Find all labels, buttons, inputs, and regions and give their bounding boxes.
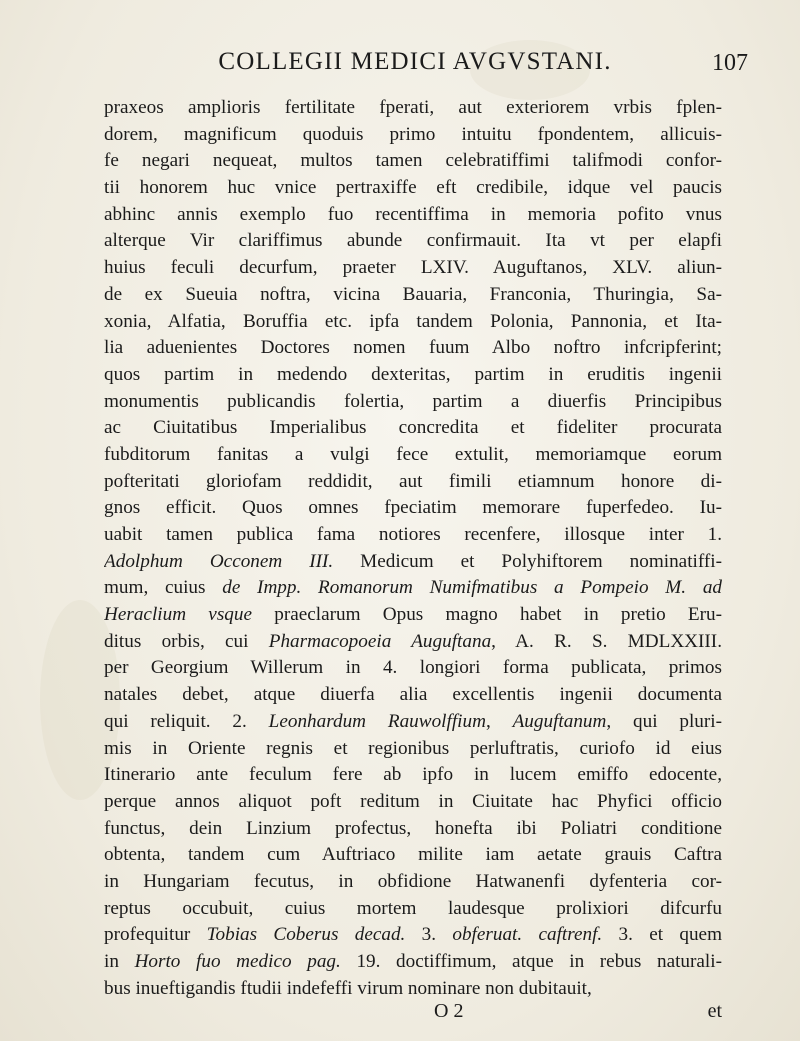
text-line: [104, 415, 722, 442]
text-span: praeclarum Opus magno habet in pretio Eru-: [252, 604, 722, 626]
text-line: [104, 335, 722, 362]
italic-span: Heraclium vsque: [104, 604, 252, 626]
page-number: 107: [712, 50, 748, 76]
text-line: [104, 949, 722, 976]
text-line: [104, 922, 722, 949]
text-line: [104, 869, 722, 896]
text-line: [104, 495, 722, 522]
text-span: huius feculi decurfum, praeter LXIV. Auguftanos, XLV. aliun-: [104, 257, 722, 279]
text-line: [104, 762, 722, 789]
text-line: [104, 282, 722, 309]
text-line: [104, 255, 722, 282]
text-span: abhinc annis exemplo fuo recentiffima in memoria pofito vnus: [104, 203, 722, 225]
italic-span: Adolphum Occonem III.: [104, 550, 334, 572]
signature-mark: O 2: [434, 1000, 464, 1022]
text-line: [104, 175, 722, 202]
running-head: COLLEGII MEDICI AVGVSTANI.: [218, 48, 612, 75]
text-span: fe negari nequeat, multos tamen celebratiffimi talifmodi confor-: [104, 150, 722, 172]
text-line: [104, 816, 722, 843]
text-span: in: [104, 951, 135, 972]
text-span: xonia, Alfatia, Boruffia etc. ipfa tandem Polonia, Pannonia, et Ita-: [104, 310, 722, 332]
text-span: uabit tamen publica fama notiores recenfere, illosque inter 1.: [104, 524, 722, 545]
text-line: [104, 122, 722, 149]
text-span: Medicum et Polyhiftorem nominatiffi-: [333, 550, 722, 572]
catchword: et: [707, 1000, 722, 1022]
text-span: in Hungariam fecutus, in obfidione Hatwanenfi dyfenteria cor-: [104, 870, 722, 892]
text-span: natales debet, atque diuerfa alia excellentis ingenii documenta: [104, 684, 722, 706]
text-span: ac Ciuitatibus Imperialibus concredita et fideliter procurata: [104, 417, 722, 439]
text-line: [104, 896, 722, 923]
text-line: [104, 442, 722, 469]
text-span: , A. R. S. MDLXXIII.: [491, 630, 722, 652]
text-line: [104, 976, 722, 1003]
text-line: [104, 602, 722, 629]
text-span: reptus occubuit, cuius mortem laudesque prolixiori difcurfu: [104, 897, 722, 919]
text-span: monumentis publicandis folertia, partim a diuerfis Principibus: [104, 390, 722, 412]
text-span: fubditorum fanitas a vulgi fece extulit, memoriamque eorum: [104, 443, 722, 465]
text-span: gnos efficit. Quos omnes fpeciatim memorare fuperfedeo. Iu-: [104, 497, 722, 519]
text-span: mis in Oriente regnis et regionibus perluftratis, curiofo id eius: [104, 737, 722, 759]
text-span: tii honorem huc vnice pertraxiffe eft credibile, idque vel paucis: [104, 177, 722, 199]
text-line: [104, 95, 722, 122]
text-span: Itinerario ante feculum fere ab ipfo in lucem emiffo edocente,: [104, 764, 722, 786]
text-span: , qui pluri-: [606, 710, 722, 732]
text-line: [104, 389, 722, 416]
italic-span: Horto fuo medico pag.: [134, 951, 341, 972]
text-span: ,: [485, 710, 513, 732]
page-footer: [104, 1000, 722, 1027]
text-span: qui reliquit. 2.: [104, 710, 269, 732]
text-line: [104, 682, 722, 709]
text-line: [104, 202, 722, 229]
text-span: praxeos amplioris fertilitate fperati, aut exteriorem vrbis fplen-: [104, 97, 722, 118]
text-line: [104, 549, 722, 576]
text-span: ditus orbis, cui: [104, 630, 269, 652]
body-text: [104, 95, 722, 1002]
text-span: alterque Vir clariffimus abunde confirmauit. Ita vt per elapfi: [104, 230, 722, 252]
italic-span: Leonhardum Rauwolffium: [268, 710, 486, 732]
text-span: bus inueftigandis ftudii indefeffi virum nominare non dubitauit,: [104, 977, 592, 999]
text-span: perque annos aliquot poft reditum in Ciuitate hac Phyfici officio: [104, 790, 722, 812]
text-line: [104, 736, 722, 763]
text-line: [104, 655, 722, 682]
text-span: dorem, magnificum quoduis primo intuitu fpondentem, allicuis-: [104, 123, 722, 145]
text-span: 19. doctiffimum, atque in rebus naturali-: [340, 951, 722, 972]
italic-span: Pharmacopoeia Auguftana: [268, 630, 492, 652]
text-line: [104, 575, 722, 602]
text-line: [104, 522, 722, 549]
italic-span: Auguftanum: [512, 710, 607, 732]
text-span: obtenta, tandem cum Auftriaco milite iam aetate grauis Caftra: [104, 844, 722, 866]
text-line: [104, 842, 722, 869]
text-line: [104, 789, 722, 816]
text-line: [104, 148, 722, 175]
italic-span: obferuat. caftrenf.: [452, 924, 603, 946]
text-span: quos partim in medendo dexteritas, partim in eruditis ingenii: [104, 363, 722, 385]
text-span: lia aduenientes Doctores nomen fuum Albo noftro infcripferint;: [104, 337, 722, 359]
text-span: profequitur: [104, 924, 207, 946]
text-line: [104, 228, 722, 255]
text-span: pofteritati gloriofam reddidit, aut fimili etiamnum honore di-: [104, 470, 722, 492]
text-span: de ex Sueuia noftra, vicina Bauaria, Franconia, Thuringia, Sa-: [104, 283, 722, 305]
text-span: functus, dein Linzium profectus, honefta ibi Poliatri conditione: [104, 817, 722, 839]
italic-span: de Impp. Romanorum Numifmatibus a Pompeio M. ad: [222, 577, 722, 599]
text-span: 3. et quem: [602, 924, 722, 946]
text-span: mum, cuius: [104, 577, 223, 599]
text-line: [104, 309, 722, 336]
text-span: 3.: [405, 924, 453, 946]
text-line: [104, 709, 722, 736]
text-line: [104, 469, 722, 496]
italic-span: Tobias Coberus decad.: [206, 924, 406, 946]
text-line: [104, 629, 722, 656]
text-span: per Georgium Willerum in 4. longiori forma publicata, primos: [104, 657, 722, 679]
text-line: [104, 362, 722, 389]
